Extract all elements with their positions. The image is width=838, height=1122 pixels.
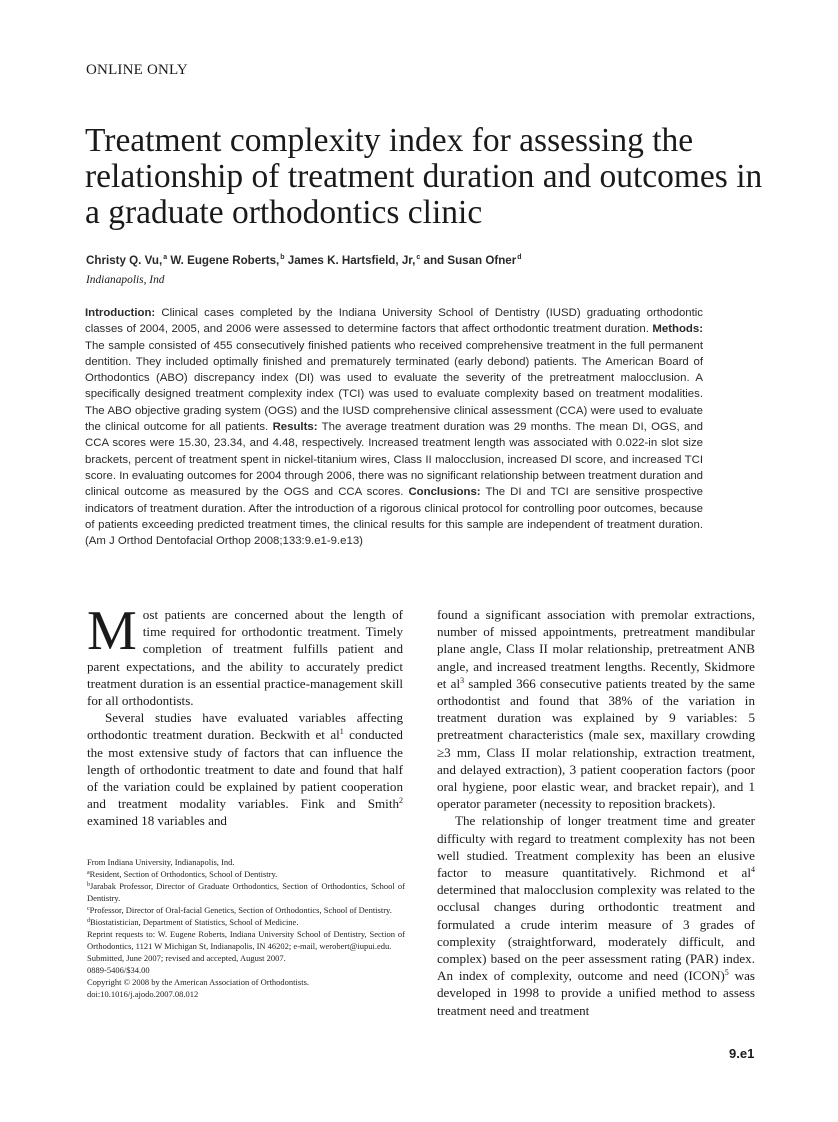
footnote-text: Biostatistician, Department of Statistics, School of Medicine. bbox=[90, 917, 299, 927]
abstract-conclusions-label: Conclusions: bbox=[408, 486, 481, 499]
footnote-mark: c bbox=[87, 906, 90, 912]
drop-cap: M bbox=[87, 600, 137, 662]
affiliation-mark: b bbox=[280, 254, 285, 261]
page-number: 9.e1 bbox=[729, 1046, 755, 1061]
footnote-b bbox=[87, 880, 405, 904]
author-name: W. Eugene Roberts, bbox=[170, 254, 280, 267]
author-name: Christy Q. Vu, bbox=[86, 254, 163, 267]
abstract-introduction-label: Introduction: bbox=[85, 307, 156, 319]
paragraph-text: conducted the most extensive study of factors that can influence the length of orthodontic treatment to date and found that half of the variation could be explained by patient cooperation and treatment modality variables. Fink and Smith bbox=[87, 727, 403, 812]
reference-mark: 1 bbox=[339, 727, 344, 737]
issn: 0889-5406/$34.00 bbox=[87, 965, 150, 975]
abstract-introduction-text: Clinical cases completed by the Indiana University School of Dentistry (IUSD) graduating orthodontic classes of 2004, 2005, and 2006 were assessed to determine factors that affect orthodontic treatment duration. bbox=[85, 307, 704, 336]
paragraph-text: examined 18 variables and bbox=[87, 813, 227, 829]
abstract-conclusions-text: The DI and TCI are sensitive prospective indicators of treatment duration. After the introduction of a rigorous clinical protocol for controlling poor outcomes, because of patients exceeding predicted treatment times, the clinical results for this sample are independent of treatment duration. (Am J Orthod Dentofacial Orthop 2008;133:9.e1-9.e13) bbox=[85, 486, 704, 548]
paragraph-text: was developed in 1998 to provide a unified method to assess treatment need and treatment bbox=[437, 968, 756, 1018]
article-title: Treatment complexity index for assessing the relationship of treatment duration and outcomes in a graduate orthodontics clinic bbox=[85, 122, 763, 231]
paragraph-text: Several studies have evaluated variables affecting orthodontic treatment duration. Beckwith et al bbox=[87, 710, 403, 743]
submission-dates: Submitted, June 2007; revised and accepted, August 2007. bbox=[87, 953, 286, 963]
author-list bbox=[86, 254, 522, 267]
affiliation: Indianapolis, Ind bbox=[86, 274, 165, 286]
copyright: Copyright © 2008 by the American Association of Orthodontists. bbox=[87, 977, 310, 987]
reference-mark: 5 bbox=[724, 968, 729, 978]
body-paragraph bbox=[87, 709, 403, 829]
author-name: and Susan Ofner bbox=[423, 254, 517, 267]
footnotes bbox=[87, 856, 405, 1000]
abstract bbox=[85, 305, 703, 549]
affiliation-mark: a bbox=[163, 254, 168, 261]
paragraph-text: sampled 366 consecutive patients treated by the same orthodontist and found that 38% of the variation in treatment duration was explained by 9 variables: 5 pretreatment characteristics (male sex, maxillary crowding ≥3 mm, Class II molar relationship, extraction treatment, and delayed extraction), 3 patient cooperation factors (poor oral hygiene, poor elastic wear, and bracket repair), and 1 operator parameter (necessity to reposition brackets). bbox=[437, 675, 755, 812]
footnote-a bbox=[87, 868, 405, 880]
affiliation-mark: c bbox=[416, 254, 421, 261]
footnote-mark: b bbox=[87, 882, 90, 888]
paragraph-text: ost patients are concerned about the length of time required for orthodontic treatment. Timely completion of treatment fulfills patient and parent expectations, and the ability to accurately predict treatment duration is an essential practice-management skill for all orthodontists. bbox=[87, 607, 403, 709]
author-name: James K. Hartsfield, Jr, bbox=[287, 254, 416, 267]
footnote-d bbox=[87, 916, 405, 928]
body-paragraph bbox=[437, 812, 755, 1018]
footnote-mark: d bbox=[87, 918, 90, 924]
reference-mark: 2 bbox=[399, 796, 403, 806]
body-column-left bbox=[87, 600, 403, 830]
affiliation-mark: d bbox=[517, 254, 522, 261]
abstract-results-label: Results: bbox=[272, 421, 318, 434]
reference-mark: 4 bbox=[751, 865, 755, 875]
paragraph-text: The relationship of longer treatment time and greater difficulty with regard to treatment complexity has not been well studied. Treatment complexity has been an elusive factor to measure quantitatively. Richmond et al bbox=[437, 813, 755, 881]
doi: doi:10.1016/j.ajodo.2007.08.012 bbox=[87, 989, 199, 999]
section-label: ONLINE ONLY bbox=[86, 62, 188, 78]
abstract-results-text: The average treatment duration was 29 months. The mean DI, OGS, and CCA scores were 15.30, 23.34, and 4.48, respectively. Increased treatment length was associated with 0.022-in slot size brackets, percent of treatment spent in nickel-titanium wires, Class II malocclusion, increased DI score, and increased TCI score. In evaluating outcomes for 2004 through 2006, there was no significant relationship between treatment duration and clinical outcome as measured by the OGS and CCA scores. bbox=[85, 421, 703, 499]
abstract-methods-text: The sample consisted of 455 consecutively finished patients who received comprehensive treatment in the full permanent dentition. They included optimally finished and prematurely terminated (early debond) patients. The American Board of Orthodontics (ABO) discrepancy index (DI) was used to evaluate the severity of the pretreatment malocclusion. A specifically designed treatment complexity index (TCI) was used to evaluate complexity based on treatment modalities. The ABO objective grading system (OGS) and the IUSD comprehensive clinical assessment (CCA) were used to evaluate the clinical outcome for all patients. bbox=[85, 339, 703, 434]
footnote-text: Resident, Section of Orthodontics, School of Dentistry. bbox=[89, 869, 278, 879]
body-paragraph bbox=[87, 600, 403, 709]
paragraph-text: found a significant association with premolar extractions, number of missed appointments, pretreatment mandibular plane angle, Class II molar relationship, pretreatment ANB angle, and increased treatment lengths. Recently, Skidmore et al bbox=[437, 607, 755, 691]
paragraph-text: determined that malocclusion complexity was related to the occlusal changes during orthodontic treatment and formulated a crude interim measure of 3 grades of complexity (straightforward, moderately difficult, and complex) based on the peer assessment rating (PAR) index. An index of complexity, outcome and need (ICON) bbox=[437, 882, 755, 984]
footnote-mark: a bbox=[87, 870, 90, 876]
body-paragraph bbox=[437, 606, 755, 812]
footnote-from: From Indiana University, Indianapolis, Ind. bbox=[87, 857, 235, 867]
abstract-methods-label: Methods: bbox=[652, 323, 703, 336]
reprint-requests: Reprint requests to: W. Eugene Roberts, Indiana University School of Dentistry, Section of Orthodontics, 1121 W Michigan St, Indianapolis, IN 46202; e-mail, werobert@iupui.edu. bbox=[87, 929, 405, 951]
footnote-text: Professor, Director of Oral-facial Genetics, Section of Orthodontics, School of Dentistry. bbox=[89, 905, 392, 915]
footnote-text: Jarabak Professor, Director of Graduate Orthodontics, Section of Orthodontics, School of Dentistry. bbox=[87, 881, 405, 903]
reference-mark: 3 bbox=[460, 675, 465, 685]
body-column-right bbox=[437, 606, 755, 1019]
footnote-c bbox=[87, 904, 405, 916]
